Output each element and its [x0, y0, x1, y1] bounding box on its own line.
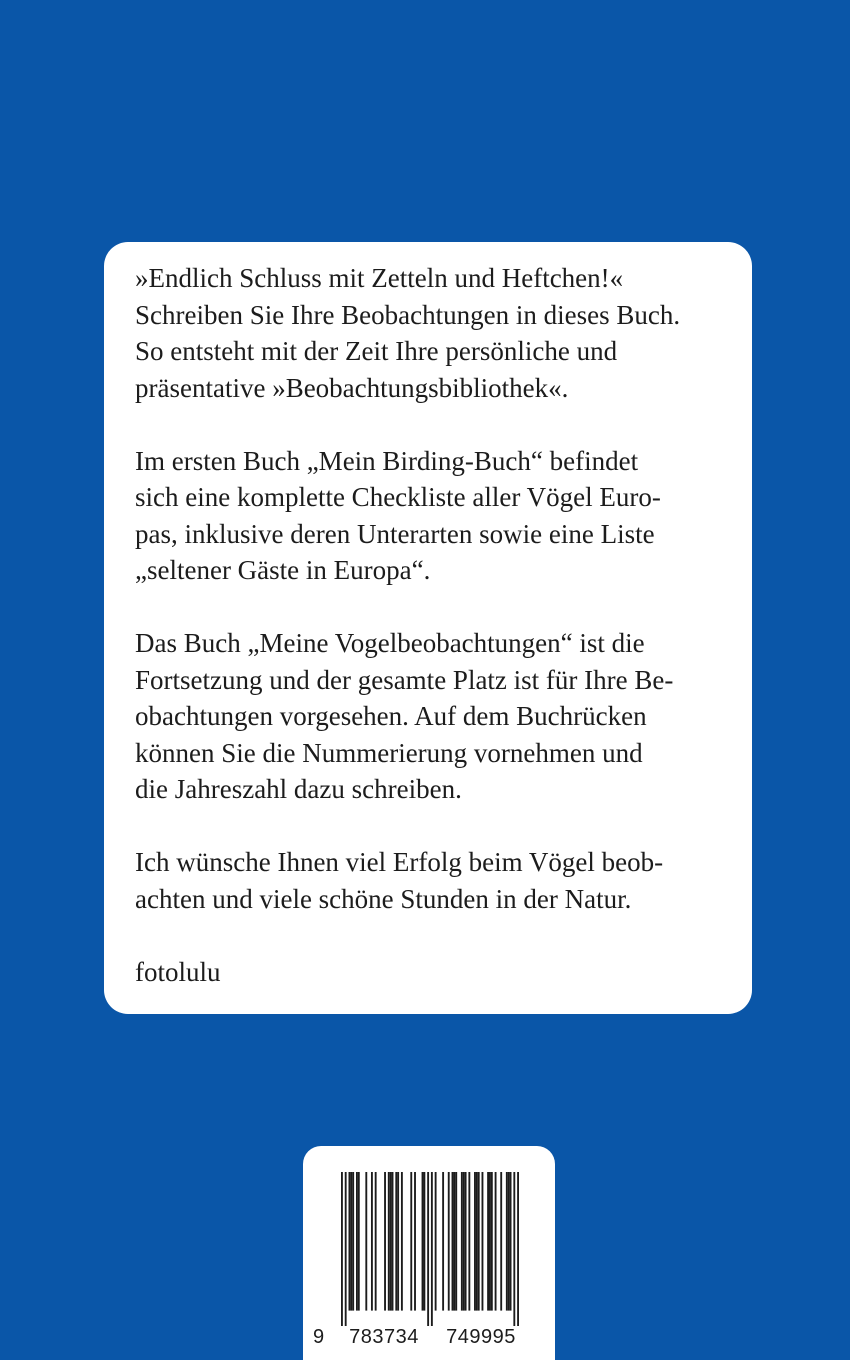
barcode-bar	[348, 1172, 350, 1311]
barcode-bar	[448, 1172, 450, 1311]
isbn-barcode-box	[303, 1146, 555, 1360]
barcode-bar	[352, 1172, 354, 1311]
blurb-line: Das Buch „Meine Vogelbeobachtungen“ ist die	[135, 628, 645, 658]
barcode-bar	[345, 1172, 347, 1326]
barcode-bar	[482, 1172, 484, 1311]
barcode-bar	[365, 1172, 367, 1311]
blurb-paragraph-1	[135, 260, 728, 406]
barcode-bar	[453, 1172, 455, 1311]
barcode-bar	[395, 1172, 397, 1311]
blurb-paragraph-3	[135, 625, 728, 808]
isbn-digit-first: 9	[313, 1326, 325, 1348]
barcode-bar	[442, 1172, 444, 1311]
barcode-bar	[495, 1172, 497, 1311]
barcode-bar	[401, 1172, 403, 1311]
blurb-line: Im ersten Buch „Mein Birding-Buch“ befindet	[135, 445, 639, 476]
barcode-bar	[461, 1172, 463, 1311]
barcode-bar	[392, 1172, 394, 1311]
barcode-bar	[468, 1172, 470, 1311]
blurb-line: Ich wünsche Ihnen viel Erfolg beim Vögel beob-	[135, 847, 664, 877]
barcode-bar	[463, 1172, 465, 1311]
barcode-bar	[384, 1172, 386, 1311]
barcode-bar	[508, 1172, 510, 1311]
isbn-digits-left: 783734	[349, 1326, 419, 1348]
author-signature: fotolulu	[135, 956, 221, 987]
barcode-bar	[390, 1172, 392, 1311]
barcode-bar	[465, 1172, 467, 1311]
blurb-line: So entsteht mit der Zeit Ihre persönliche und	[135, 336, 618, 366]
barcode-bar	[410, 1172, 412, 1311]
blurb-line: pas, inklusive deren Unterarten sowie eine Liste	[135, 518, 655, 549]
barcode-bar	[474, 1172, 476, 1311]
blurb-card	[104, 242, 752, 1014]
barcode-bar	[423, 1172, 425, 1311]
barcode-bar	[431, 1172, 433, 1326]
blurb-line: Schreiben Sie Ihre Beobachtungen in dieses Buch.	[135, 299, 681, 330]
blurb-line: achten und viele schöne Stunden in der Natur.	[135, 883, 632, 914]
barcode-bar	[358, 1172, 360, 1311]
barcode-bar	[375, 1172, 377, 1311]
blurb-line: sich eine komplette Checkliste aller Vögel Euro-	[135, 482, 661, 512]
barcode-bar	[489, 1172, 491, 1311]
barcode-bar	[356, 1172, 358, 1311]
isbn-digits	[313, 1326, 545, 1349]
barcode-bar	[476, 1172, 478, 1311]
barcode-bar	[506, 1172, 508, 1311]
blurb-line: obachtungen vorgesehen. Auf dem Buchrücken	[135, 701, 647, 731]
blurb-line: können Sie die Nummerierung vornehmen und	[135, 737, 643, 768]
blurb-line: die Jahreszahl dazu schreiben.	[135, 774, 462, 804]
barcode-bar	[350, 1172, 352, 1311]
barcode-bar	[427, 1172, 429, 1326]
blurb-line: „seltener Gäste in Europa“.	[135, 555, 431, 585]
barcode-bar	[452, 1172, 454, 1311]
barcode-bar	[414, 1172, 416, 1311]
isbn-digits-right: 749995	[446, 1326, 516, 1348]
barcode-bar	[487, 1172, 489, 1311]
barcode-bar	[513, 1172, 515, 1326]
barcode-bar	[510, 1172, 512, 1311]
barcode-bar	[478, 1172, 480, 1311]
barcode-bar	[500, 1172, 502, 1311]
barcode-icon	[341, 1172, 519, 1326]
blurb-line: Fortsetzung und der gesamte Platz ist für Ihre Be-	[135, 664, 674, 695]
barcode-bar	[388, 1172, 390, 1311]
barcode-bar	[397, 1172, 399, 1311]
blurb-paragraph-4	[135, 844, 728, 917]
blurb-line: »Endlich Schluss mit Zetteln und Heftchen!«	[135, 263, 624, 293]
barcode-bar	[341, 1172, 343, 1326]
barcode-bar	[517, 1172, 519, 1326]
barcode-bar	[435, 1172, 437, 1311]
barcode-bar	[491, 1172, 493, 1311]
barcode-bar	[371, 1172, 373, 1311]
barcode-bar	[455, 1172, 457, 1311]
barcode-bar	[422, 1172, 424, 1311]
blurb-paragraph-2	[135, 443, 728, 589]
blurb-line: präsentative »Beobachtungsbibliothek«.	[135, 372, 569, 403]
